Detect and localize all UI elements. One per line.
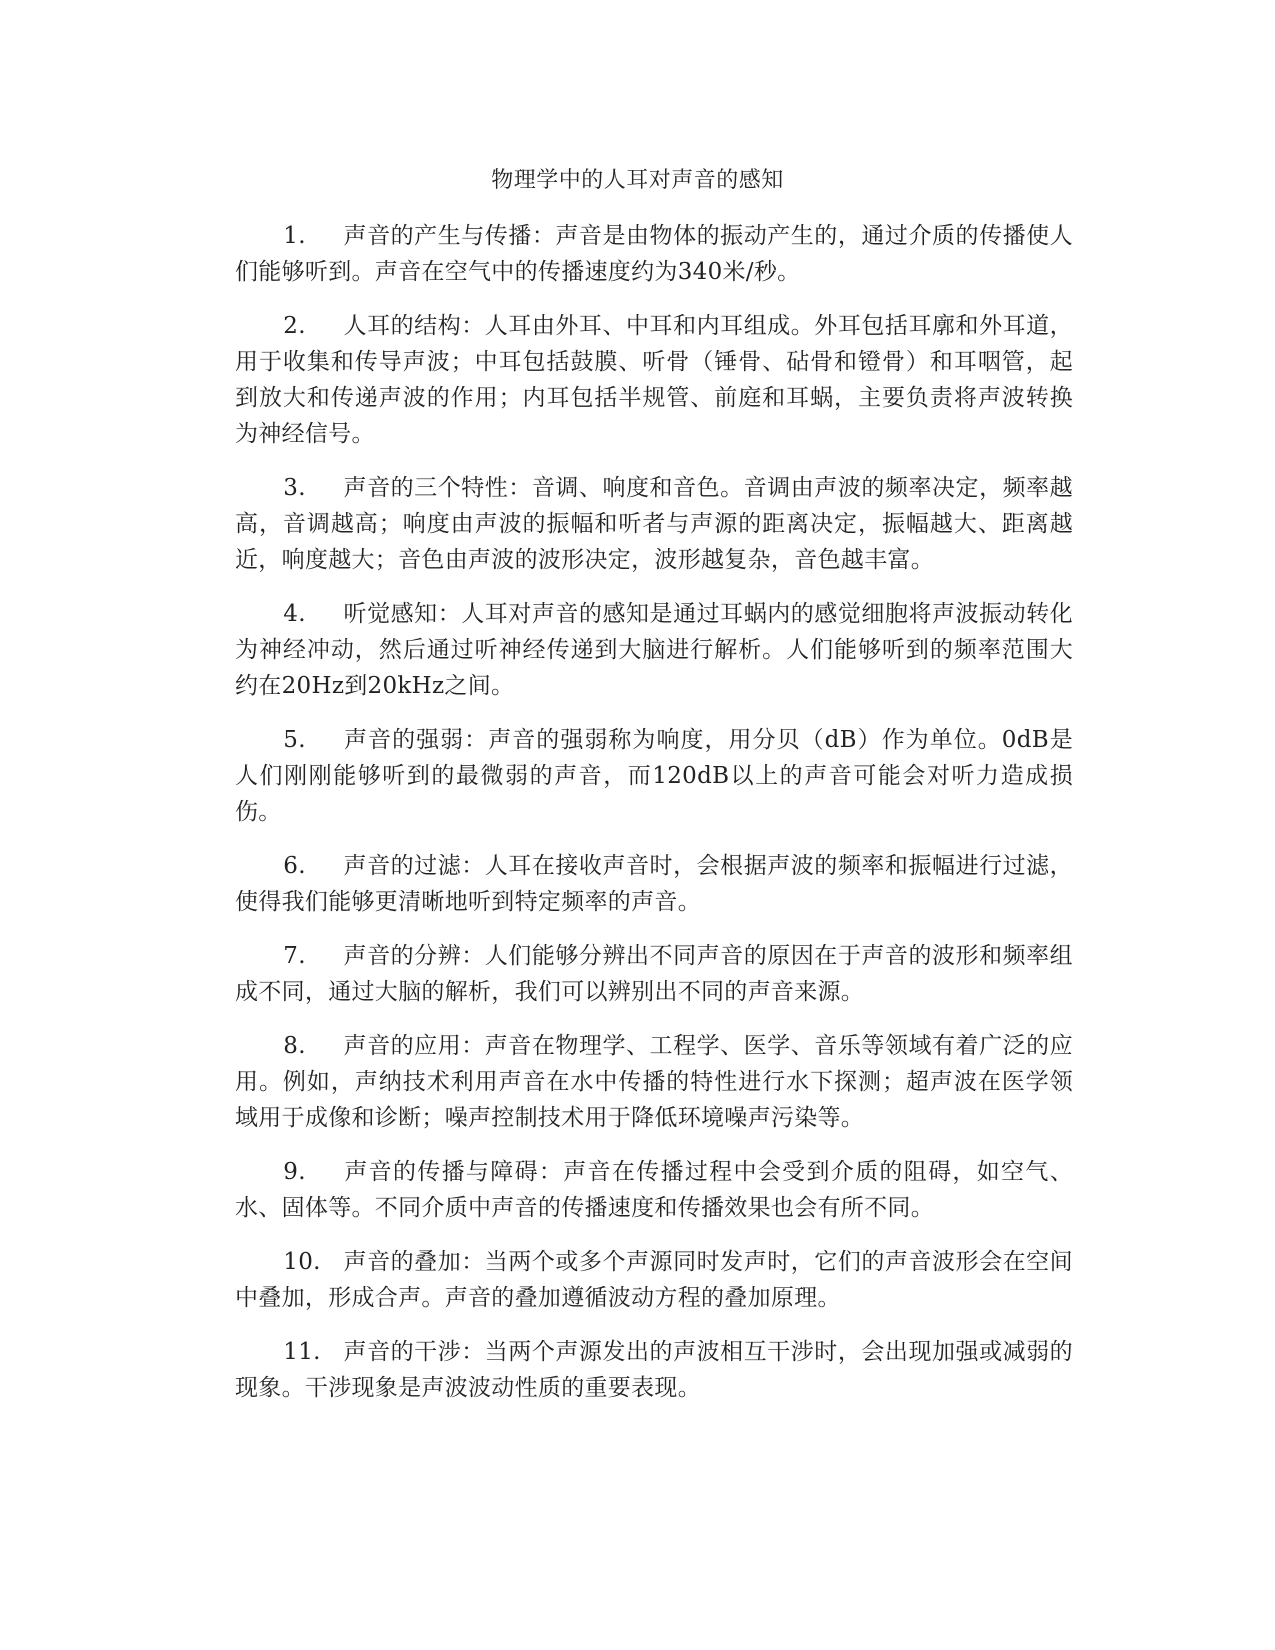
item-number: 3. (283, 475, 306, 501)
item-list (235, 218, 1073, 1424)
list-item (235, 722, 1073, 830)
item-number: 7. (283, 943, 306, 969)
item-number: 4. (283, 601, 306, 627)
list-item (235, 1334, 1073, 1406)
item-text: 声音的叠加：当两个或多个声源同时发声时，它们的声音波形会在空间中叠加，形成合声。声音的叠加遵循波动方程的叠加原理。 (235, 1249, 1073, 1311)
list-item (235, 470, 1073, 578)
item-text: 声音的干涉：当两个声源发出的声波相互干涉时，会出现加强或减弱的现象。干涉现象是声波波动性质的重要表现。 (235, 1339, 1073, 1401)
item-number: 8. (283, 1033, 306, 1059)
item-text: 声音的过滤：人耳在接收声音时，会根据声波的频率和振幅进行过滤，使得我们能够更清晰地听到特定频率的声音。 (235, 853, 1073, 915)
item-number: 1. (283, 223, 306, 249)
item-number: 5. (283, 727, 306, 753)
list-item (235, 1244, 1073, 1316)
list-item (235, 938, 1073, 1010)
item-text: 声音的传播与障碍：声音在传播过程中会受到介质的阻碍，如空气、水、固体等。不同介质中声音的传播速度和传播效果也会有所不同。 (235, 1159, 1073, 1221)
item-number: 6. (283, 853, 306, 879)
item-text: 听觉感知：人耳对声音的感知是通过耳蜗内的感觉细胞将声波振动转化为神经冲动，然后通过听神经传递到大脑进行解析。人们能够听到的频率范围大约在20Hz到20kHz之间。 (235, 601, 1073, 699)
list-item (235, 1154, 1073, 1226)
item-text: 声音的应用：声音在物理学、工程学、医学、音乐等领域有着广泛的应用。例如，声纳技术利用声音在水中传播的特性进行水下探测；超声波在医学领域用于成像和诊断；噪声控制技术用于降低环境噪声污染等。 (235, 1033, 1073, 1131)
item-text: 人耳的结构：人耳由外耳、中耳和内耳组成。外耳包括耳廓和外耳道，用于收集和传导声波；中耳包括鼓膜、听骨（锤骨、砧骨和镫骨）和耳咽管，起到放大和传递声波的作用；内耳包括半规管、前庭和耳蜗，主要负责将声波转换为神经信号。 (235, 313, 1073, 447)
document-title: 物理学中的人耳对声音的感知 (491, 168, 784, 193)
item-number: 9. (283, 1159, 306, 1185)
item-text: 声音的产生与传播：声音是由物体的振动产生的，通过介质的传播使人们能够听到。声音在空气中的传播速度约为340米/秒。 (235, 223, 1073, 285)
list-item (235, 308, 1073, 452)
item-text: 声音的分辨：人们能够分辨出不同声音的原因在于声音的波形和频率组成不同，通过大脑的解析，我们可以辨别出不同的声音来源。 (235, 943, 1073, 1005)
list-item (235, 1028, 1073, 1136)
item-text: 声音的强弱：声音的强弱称为响度，用分贝（dB）作为单位。0dB是人们刚刚能够听到的最微弱的声音，而120dB以上的声音可能会对听力造成损伤。 (235, 727, 1073, 825)
item-text: 声音的三个特性：音调、响度和音色。音调由声波的频率决定，频率越高，音调越高；响度由声波的振幅和听者与声源的距离决定，振幅越大、距离越近，响度越大；音色由声波的波形决定，波形越复杂，音色越丰富。 (235, 475, 1073, 573)
list-item (235, 596, 1073, 704)
list-item (235, 218, 1073, 290)
item-number: 11. (283, 1339, 321, 1365)
list-item (235, 848, 1073, 920)
item-number: 10. (283, 1249, 321, 1275)
item-number: 2. (283, 313, 306, 339)
